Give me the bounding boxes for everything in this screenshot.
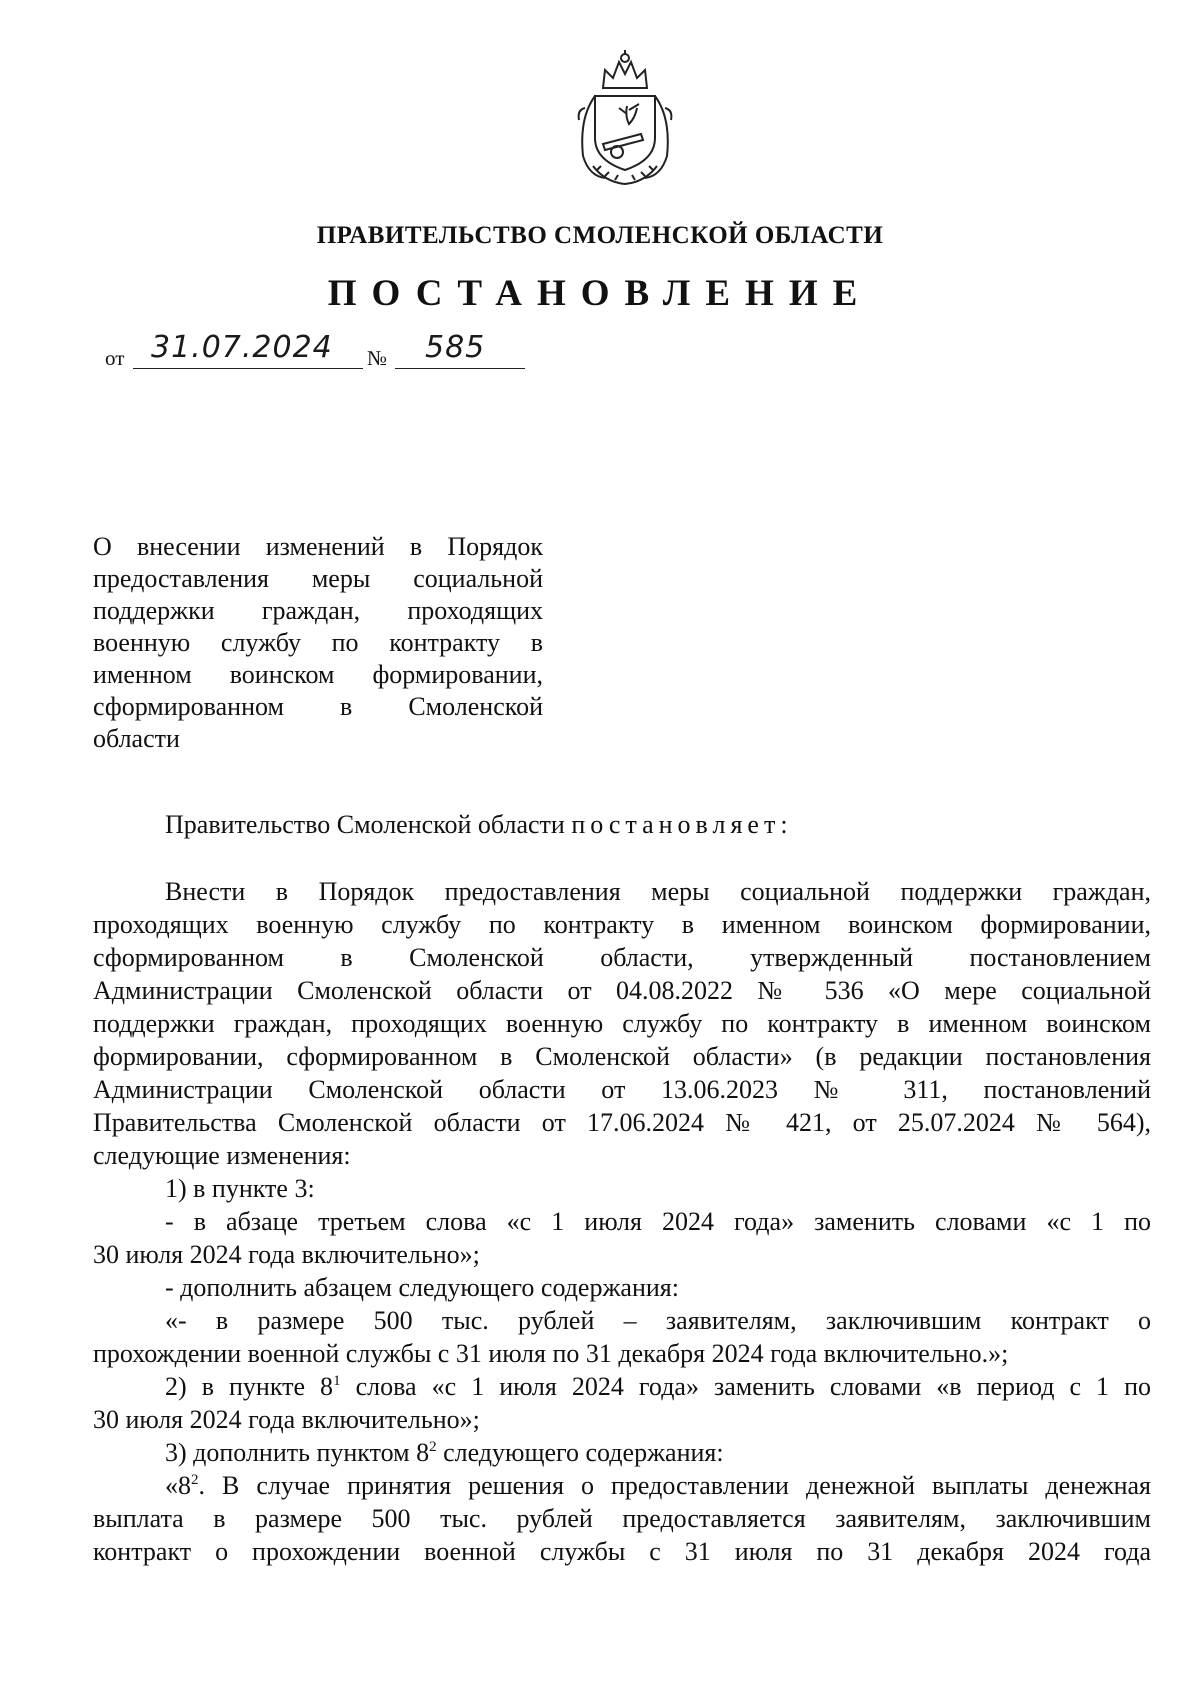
body-line: поддержки граждан, проходящих военную службу по контракту в именном воинском — [93, 1009, 1151, 1038]
number-prefix: № — [367, 346, 388, 370]
body-line: - в абзаце третьем слова «с 1 июля 2024 года» заменить словами «с 1 по — [165, 1207, 1151, 1236]
government-name: ПРАВИТЕЛЬСТВО СМОЛЕНСКОЙ ОБЛАСТИ — [316, 222, 884, 249]
handwritten-number: 585 — [425, 330, 486, 365]
body-line: Администрации Смоленской области от 13.06.2023 № 311, постановлений — [93, 1075, 1151, 1104]
subject-line: предоставления меры социальной — [93, 564, 543, 593]
body-line: прохождении военной службы с 31 июля по 31 декабря 2024 года включительно.»; — [93, 1339, 1009, 1368]
document-subject — [93, 531, 543, 755]
item2-text: слова «с 1 июля 2024 года» заменить словами «в период с 1 по — [340, 1372, 1151, 1401]
subject-line: военную службу по контракту в — [93, 628, 543, 657]
subject-line: области — [93, 724, 180, 753]
list-item-3 — [93, 1436, 1151, 1469]
superscript: 2 — [429, 1439, 437, 1455]
item3-text: следующего содержания: — [436, 1438, 724, 1467]
handwritten-date: 31.07.2024 — [151, 330, 333, 365]
body-line: 30 июля 2024 года включительно»; — [93, 1240, 480, 1269]
body-line: Внести в Порядок предоставления меры социальной поддержки граждан, — [165, 877, 1151, 906]
document-type-title: ПОСТАНОВЛЕНИЕ — [327, 273, 873, 314]
superscript: 1 — [333, 1373, 341, 1389]
date-prefix: от — [105, 346, 125, 370]
quote-text: «8 — [165, 1471, 191, 1500]
superscript: 2 — [191, 1472, 199, 1488]
body-line — [93, 1469, 1151, 1502]
body-line: 30 июля 2024 года включительно»; — [93, 1405, 480, 1434]
document-body — [93, 875, 1151, 1568]
body-line: следующие изменения: — [93, 1141, 351, 1170]
quote-text: . В случае принятия решения о предоставлении денежной выплаты денежная — [198, 1471, 1151, 1500]
body-line: проходящих военную службу по контракту в именном воинском формировании, — [93, 910, 1151, 939]
subject-line: О внесении изменений в Порядок — [93, 532, 543, 561]
coat-of-arms-emblem — [565, 48, 685, 188]
body-line: Администрации Смоленской области от 04.08.2022 № 536 «О мере социальной — [93, 976, 1151, 1005]
item3-text: 3) дополнить пунктом 8 — [165, 1438, 430, 1467]
body-line: формировании, сформированном в Смоленской области» (в редакции постановления — [93, 1042, 1151, 1071]
subject-line: поддержки граждан, проходящих — [93, 596, 543, 625]
body-line: выплата в размере 500 тыс. рублей предоставляется заявителям, заключившим — [93, 1504, 1151, 1533]
list-item-1: 1) в пункте 3: — [165, 1174, 315, 1203]
body-line: - дополнить абзацем следующего содержания: — [165, 1273, 679, 1302]
body-line: сформированном в Смоленской области, утвержденный постановлением — [93, 943, 1151, 972]
preamble-text: Правительство Смоленской области — [165, 810, 565, 839]
list-item-2 — [93, 1370, 1151, 1403]
body-line: «- в размере 500 тыс. рублей – заявителям, заключившим контракт о — [165, 1306, 1151, 1335]
subject-line: сформированном в Смоленской — [93, 692, 543, 721]
number-field — [395, 330, 525, 369]
preamble — [165, 810, 793, 840]
preamble-verb: постановляет: — [571, 810, 793, 839]
body-line: контракт о прохождении военной службы с 31 июля по 31 декабря 2024 года — [93, 1537, 1151, 1566]
body-line: Правительства Смоленской области от 17.06.2024 № 421, от 25.07.2024 № 564), — [93, 1108, 1151, 1137]
subject-line: именном воинском формировании, — [93, 660, 543, 689]
item2-text: 2) в пункте 8 — [165, 1372, 334, 1401]
date-field — [133, 330, 363, 369]
